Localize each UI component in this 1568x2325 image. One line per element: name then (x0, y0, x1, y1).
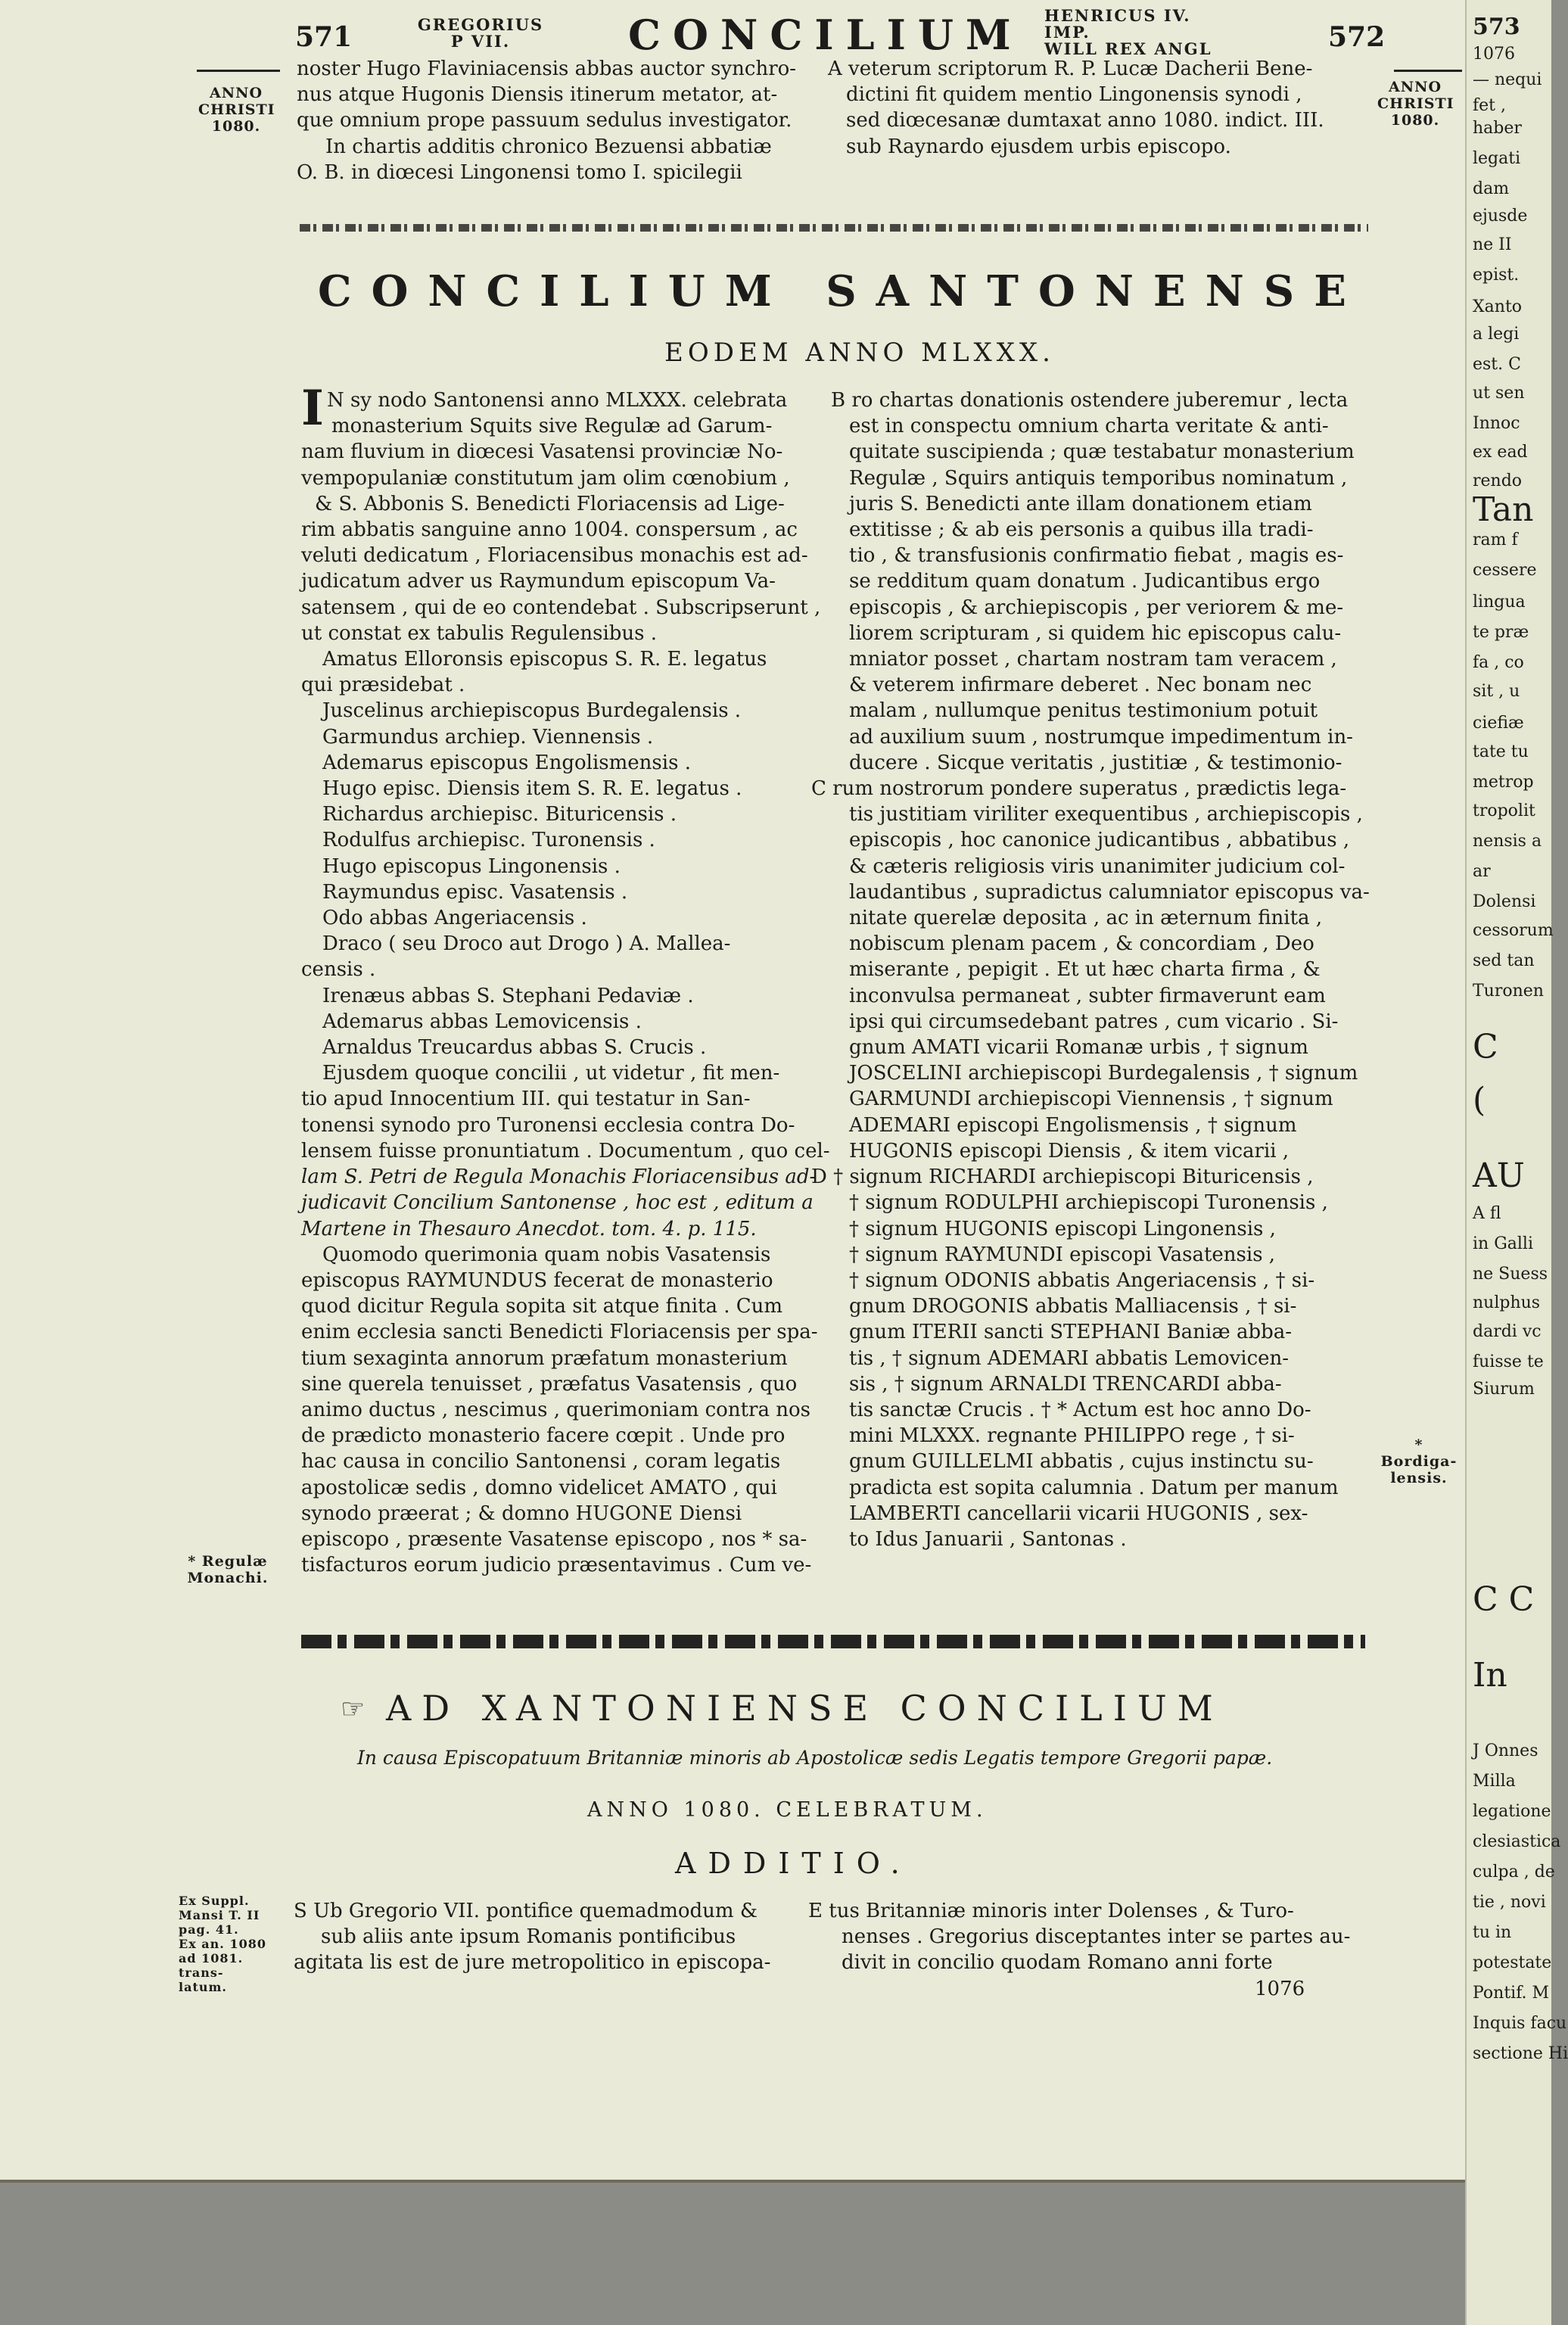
text-line: mini MLXXX. regnante PHILIPPO rege , † si- (849, 1424, 1295, 1448)
adjacent-page-line: fuisse te (1473, 1352, 1544, 1371)
text-line: tio , & transfusionis confirmatio fiebat , magis es- (849, 544, 1344, 568)
adjacent-page-line: A fl (1473, 1204, 1501, 1223)
text-line: ad auxilium suum , nostrumque impedimentum in- (849, 725, 1353, 749)
text-line: Martene in Thesauro Anecdot. tom. 4. p. 115. (301, 1217, 757, 1240)
text-line: tonensi synodo pro Turonensi ecclesia contra Do- (301, 1113, 795, 1137)
text-line: gnum ITERII sancti STEPHANI Baniæ abba- (849, 1321, 1293, 1344)
text-line: Hugo episcopus Lingonensis . (322, 854, 621, 878)
adjacent-page-line: fet , (1473, 96, 1506, 115)
text-line: episcopo , præsente Vasatense episcopo , nos * sa- (301, 1527, 807, 1551)
margin-note-line: ad 1081. trans- (179, 1951, 244, 1980)
text-line: A veterum scriptorum R. P. Lucæ Dacherii Bene- (828, 58, 1313, 80)
margin-anno-left-line: CHRISTI (198, 101, 275, 118)
bottom-right-column (808, 1898, 1350, 2002)
ornamental-rule (300, 224, 1368, 232)
text-line: laudantibus , supradictus calumniator episcopus va- (849, 880, 1370, 904)
adjacent-page-line: lingua (1473, 593, 1526, 612)
adjacent-page-line: C C (1473, 1580, 1535, 1619)
text-line: que omnium prope passuum sedulus investigator. (297, 109, 792, 132)
adjacent-page-line: culpa , de (1473, 1863, 1555, 1881)
header-title: CONCILIUM (628, 11, 1023, 59)
margin-anno-right-line: CHRISTI (1377, 95, 1454, 112)
adjacent-page-line: clesiastica (1473, 1832, 1561, 1851)
text-line: Regulæ , Squirs antiquis temporibus nominatum , (849, 466, 1348, 490)
text-line: synodo præerat ; & domno HUGONE Diensi (301, 1502, 742, 1525)
text-line: D † signum RICHARDI archiepiscopi Bituricensis , (811, 1166, 1314, 1189)
adjacent-page-line: tate tu (1473, 742, 1529, 761)
text-line: animo ductus , nescimus , querimoniam contra nos (301, 1398, 810, 1421)
text-line: JOSCELINI archiepiscopi Burdegalensis , † signum (849, 1062, 1358, 1085)
text-line: lensem fuisse pronuntiatum . Documentum , quo cel- (301, 1139, 830, 1162)
text-line: lam S. Petri de Regula Monachis Floriacensibus ad- (301, 1166, 817, 1189)
adjacent-page-line: fa , co (1473, 653, 1524, 672)
margin-rule-right (1394, 70, 1462, 72)
adjacent-page-line: ex ead (1473, 443, 1528, 462)
ornamental-rule-thick (301, 1635, 1365, 1648)
adjacent-page-line: ram f (1473, 531, 1518, 549)
margin-note-line: Ex Suppl. (179, 1894, 250, 1908)
text-line: judicatum adver us Raymundum episcopum Va- (301, 570, 776, 593)
adjacent-page-line: Innoc (1473, 414, 1520, 433)
adjacent-page-line: Xanto (1473, 297, 1523, 316)
adjacent-page-line: dardi vc (1473, 1322, 1542, 1341)
section-title: CONCILIUM SANTONENSE (318, 266, 1366, 316)
text-line: Odo abbas Angeriacensis . (322, 907, 587, 930)
text-line: sed diœcesanæ dumtaxat anno 1080. indict. III. (846, 109, 1324, 132)
text-line: sub Raynardo ejusdem urbis episcopo. (846, 135, 1231, 158)
adjacent-page-line: cessorum (1473, 921, 1554, 940)
text-line: pradicta est sopita calumnia . Datum per manum (849, 1476, 1339, 1499)
adjacent-page-line: 1076 (1473, 45, 1515, 64)
text-line: Garmundus archiep. Viennensis . (322, 725, 654, 749)
text-line: 1076 (1255, 1977, 1305, 2000)
adjacent-page-line: Dolensi (1473, 892, 1536, 911)
text-line: to Idus Januarii , Santonas . (849, 1527, 1127, 1551)
text-line: B ro chartas donationis ostendere juberemur , lecta (831, 389, 1349, 412)
text-line: ducere . Sicque veritatis , justitiæ , & testimonio- (849, 751, 1342, 774)
text-line: tis , † signum ADEMARI abbatis Lemovicen- (849, 1346, 1290, 1370)
adjacent-page-line: ejusde (1473, 207, 1528, 226)
adjacent-page-line: metrop (1473, 773, 1534, 792)
text-line: est in conspectu omnium charta veritate & anti- (849, 415, 1329, 438)
header-emperor: HENRICUS IV. IMP. (1044, 6, 1191, 42)
text-line: Juscelinus archiepiscopus Burdegalensis . (322, 699, 742, 723)
header-pope-number: P VII. (450, 32, 511, 51)
text-line: judicavit Concilium Santonense , hoc est , editum a (301, 1191, 814, 1215)
adjacent-page-line: dam (1473, 179, 1510, 198)
margin-note-line: * Regulæ (188, 1553, 268, 1570)
adjacent-page-line: sed tan (1473, 951, 1535, 970)
adjacent-page-line: tropolit (1473, 801, 1535, 820)
text-line: tio apud Innocentium III. qui testatur in San- (301, 1088, 751, 1111)
section2-subtitle: In causa Episcopatuum Britanniæ minoris ab Apostolicæ sedis Legatis tempore Gregorii papæ. (357, 1747, 1273, 1769)
adjacent-page-line: ut sen (1473, 384, 1525, 403)
text-line: In chartis additis chronico Bezuensi abbatiæ (325, 135, 772, 158)
text-line: juris S. Benedicti ante illam donationem etiam (849, 492, 1312, 515)
text-line: episcopus RAYMUNDUS fecerat de monasterio (301, 1268, 773, 1292)
adjacent-page-line: Tan (1473, 490, 1534, 529)
text-line: inconvulsa permaneat , subter firmaverunt eam (849, 984, 1326, 1007)
text-line: † signum ODONIS abbatis Angeriacensis , † si- (849, 1268, 1315, 1292)
text-line: † signum RODULPHI archiepiscopi Turonensis , (849, 1191, 1328, 1215)
text-line: ut constat ex tabulis Regulensibus . (301, 621, 658, 645)
text-line: C rum nostrorum pondere superatus , prædictis lega- (811, 777, 1347, 801)
text-line: nam fluvium in diœcesi Vasatensi provinciæ No- (301, 440, 783, 464)
margin-note-line: latum. (179, 1980, 227, 1994)
text-line: Draco ( seu Droco aut Drogo ) A. Mallea- (322, 932, 731, 956)
text-line: mniator posset , chartam nostram tam veracem , (849, 648, 1337, 671)
margin-anno-right-line: ANNO (1388, 79, 1442, 95)
text-line: qui præsidebat . (301, 674, 465, 697)
margin-note-bordiga (1377, 1436, 1461, 1486)
text-line: GARMUNDI archiepiscopi Viennensis , † signum (849, 1088, 1333, 1111)
text-line: ADEMARI episcopi Engolismensis , † signum (849, 1113, 1297, 1137)
text-line: Amatus Elloronsis episcopus S. R. E. legatus (322, 648, 767, 671)
text-line: extitisse ; & ab eis personis a quibus illa tradi- (849, 518, 1314, 542)
adjacent-page-line: ciefiæ (1473, 714, 1524, 733)
adjacent-page-strip (1465, 0, 1568, 2325)
adjacent-page-line: te præ (1473, 623, 1529, 642)
text-line: dictini fit quidem mentio Lingonensis synodi , (846, 83, 1302, 107)
section2-additio: ADDITIO. (675, 1847, 912, 1880)
text-line: miserante , pepigit . Et ut hæc charta firma , & (849, 958, 1321, 982)
text-line: HUGONIS episcopi Diensis , & item vicarii , (849, 1139, 1290, 1162)
text-line: episcopis , & archiepiscopis , per veriorem & me- (849, 596, 1344, 619)
text-line: & cæteris religiosis viris unanimiter judicium col- (849, 854, 1346, 878)
header-pope-name: GREGORIUS (417, 15, 544, 34)
header-king: WILL REX ANGL (1044, 39, 1212, 58)
text-line: E tus Britanniæ minoris inter Dolenses , & Turo- (808, 1900, 1294, 1922)
main-right-column (811, 388, 1370, 1552)
text-line: quod dicitur Regula sopita sit atque finita . Cum (301, 1295, 783, 1318)
text-line: Arnaldus Treucardus abbas S. Crucis . (322, 1036, 707, 1060)
adjacent-page-line: rendo (1473, 472, 1523, 490)
text-line: S Ub Gregorio VII. pontifice quemadmodum & (294, 1900, 758, 1922)
adjacent-page-line: potestate (1473, 1953, 1552, 1972)
page-number-right: 572 (1328, 21, 1386, 53)
margin-note-regulae (179, 1553, 277, 1586)
section2-title: AD XANTONIENSE CONCILIUM (386, 1688, 1224, 1729)
text-line: Ejusdem quoque concilii , ut videtur , fit men- (322, 1062, 780, 1085)
text-line: vempopulaniæ constitutum jam olim cœnobium , (301, 466, 790, 490)
adjacent-page-line: legatione (1473, 1802, 1551, 1821)
margin-note-line: * Bordiga- (1380, 1436, 1458, 1470)
text-line: tis justitiam viriliter exequentibus , archiepiscopis , (849, 803, 1363, 826)
text-line: Irenæus abbas S. Stephani Pedaviæ . (322, 984, 694, 1007)
text-line: noster Hugo Flaviniacensis abbas auctor synchro- (297, 58, 797, 80)
margin-note-suppl (179, 1894, 285, 1994)
text-line: gnum GUILLELMI abbatis , cujus instinctu su- (849, 1450, 1314, 1474)
text-line-body: N sy nodo Santonensi anno MLXXX. celebrata (326, 389, 788, 412)
adjacent-page-line: AU (1473, 1156, 1525, 1195)
text-line: sine querela tenuisset , præfatus Vasatensis , quo (301, 1372, 798, 1396)
margin-note-line: Monachi. (187, 1570, 269, 1586)
text-line: gnum AMATI vicarii Romanæ urbis , † signum (849, 1036, 1308, 1060)
adjacent-page-line: Inquis facu (1473, 2014, 1567, 2033)
adjacent-page-line: Siurum (1473, 1380, 1535, 1399)
text-line: † signum HUGONIS episcopi Lingonensis , (849, 1217, 1276, 1240)
margin-note-line: lensis. (1390, 1470, 1448, 1486)
adjacent-page-line: legati (1473, 149, 1521, 168)
text-line: sub aliis ante ipsum Romanis pontificibus (321, 1925, 736, 1949)
text-line: divit in concilio quodam Romano anni forte (842, 1951, 1273, 1975)
top-right-column (828, 56, 1324, 160)
text-line: nobiscum plenam pacem , & concordiam , Deo (849, 932, 1314, 956)
adjacent-page-line: nulphus (1473, 1293, 1541, 1312)
text-line: liorem scripturam , si quidem hic episcopus calu- (849, 621, 1342, 645)
text-line: de prædicto monasterio facere cœpit . Unde pro (301, 1424, 786, 1448)
adjacent-page-line: ne Suess (1473, 1265, 1548, 1284)
text-line: Hugo episc. Diensis item S. R. E. legatus . (322, 777, 742, 801)
adjacent-page-line: — nequi (1473, 70, 1542, 89)
text-line: monasterium Squits sive Regulæ ad Garum- (331, 415, 773, 438)
adjacent-page-line: In (1473, 1656, 1507, 1695)
adjacent-page-line: Pontif. M (1473, 1984, 1550, 2003)
text-line: tisfacturos eorum judicio præsentavimus . Cum ve- (301, 1554, 812, 1577)
adjacent-page-number: 573 (1473, 14, 1520, 40)
text-line: nus atque Hugonis Diensis itinerum metator, at- (297, 83, 778, 107)
adjacent-page-line: sit , u (1473, 682, 1520, 701)
text-line: LAMBERTI cancellarii vicarii HUGONIS , sex- (849, 1502, 1308, 1525)
text-line: se redditum quam donatum . Judicantibus ergo (849, 570, 1321, 593)
text-line: hac causa in concilio Santonensi , coram legatis (301, 1450, 781, 1474)
margin-anno-right (1377, 79, 1453, 129)
text-line: Quomodo querimonia quam nobis Vasatensis (322, 1243, 771, 1266)
adjacent-page-line: a legi (1473, 325, 1520, 344)
adjacent-page-line: ne II (1473, 235, 1512, 254)
text-line: O. B. in diœcesi Lingonensi tomo I. spicilegii (297, 160, 742, 184)
bottom-left-column (294, 1898, 770, 1976)
text-line: nenses . Gregorius disceptantes inter se partes au- (842, 1925, 1351, 1949)
text-line: agitata lis est de jure metropolitico in episcopa- (294, 1951, 771, 1975)
section2-anno: ANNO 1080. CELEBRATUM. (587, 1798, 988, 1822)
text-line: enim ecclesia sancti Benedicti Floriacensis per spa- (301, 1321, 818, 1344)
text-line: † signum RAYMUNDI episcopi Vasatensis , (849, 1243, 1276, 1266)
text-line: Rodulfus archiepisc. Turonensis . (322, 829, 655, 852)
text-line: tis sanctæ Crucis . † * Actum est hoc anno Do- (849, 1398, 1311, 1421)
text-line: quitate suscipienda ; quæ testabatur monasterium (849, 440, 1355, 464)
adjacent-page-line: ( (1473, 1081, 1486, 1119)
text-line: apostolicæ sedis , domno videlicet AMATO , qui (301, 1476, 777, 1499)
adjacent-page-line: tu in (1473, 1923, 1512, 1942)
margin-anno-left-line: 1080. (211, 118, 261, 135)
drop-cap-i: I (301, 380, 324, 437)
adjacent-page-line: in Galli (1473, 1234, 1533, 1253)
text-line: censis . (301, 958, 376, 982)
adjacent-page-line: J Onnes (1473, 1741, 1538, 1760)
text-line: ipsi qui circumsedebant patres , cum vicario . Si- (849, 1010, 1339, 1033)
text-line: & S. Abbonis S. Benedicti Floriacensis ad Lige- (315, 492, 785, 515)
text-line: veluti dedicatum , Floriacensibus monachis est ad- (301, 544, 808, 568)
margin-rule-left (197, 70, 280, 72)
text-line: malam , nullumque penitus testimonium potuit (849, 699, 1318, 723)
text-line: satensem , qui de eo contendebat . Subscripserunt , (301, 596, 821, 619)
text-line: Ademarus abbas Lemovicensis . (322, 1010, 642, 1033)
text-line: tium sexaginta annorum præfatum monasterium (301, 1346, 788, 1370)
text-line: sis , † signum ARNALDI TRENCARDI abba- (849, 1372, 1282, 1396)
margin-anno-right-line: 1080. (1390, 112, 1440, 129)
margin-note-line: pag. 41. (179, 1922, 239, 1937)
text-line: Richardus archiepisc. Bituricensis . (322, 803, 677, 826)
adjacent-page-line: C (1473, 1028, 1498, 1066)
header-pope (416, 17, 545, 50)
margin-anno-left-line: ANNO (209, 85, 263, 101)
main-left-column (301, 380, 830, 1578)
text-line: episcopis , hoc canonice judicantibus , abbatibus , (849, 829, 1350, 852)
margin-anno-left (198, 85, 274, 135)
section-subtitle: EODEM ANNO MLXXX. (664, 338, 1055, 368)
text-line: Ademarus episcopus Engolismensis . (322, 751, 691, 774)
adjacent-page-line: epist. (1473, 266, 1520, 285)
adjacent-page-line: ar (1473, 862, 1491, 881)
text-line: rim abbatis sanguine anno 1004. conspersum , ac (301, 518, 798, 542)
margin-note-line: Ex an. 1080 (179, 1937, 266, 1951)
header-ruler (1044, 8, 1241, 58)
adjacent-page-line: est. C (1473, 355, 1521, 374)
adjacent-page-line: nensis a (1473, 832, 1542, 851)
text-line: gnum DROGONIS abbatis Malliacensis , † si- (849, 1295, 1297, 1318)
adjacent-page-line: tie , novi (1473, 1893, 1546, 1912)
text-line: nitate querelæ deposita , ac in æternum finita , (849, 907, 1323, 930)
margin-note-line: Mansi T. II (179, 1908, 260, 1922)
page-number-left: 571 (295, 21, 353, 53)
adjacent-page-line: haber (1473, 119, 1522, 138)
text-line: Raymundus episc. Vasatensis . (322, 880, 628, 904)
text-line: & veterem infirmare deberet . Nec bonam nec (849, 674, 1312, 697)
adjacent-page-line: Turonen (1473, 982, 1544, 1001)
adjacent-page-line: sectione Hi (1473, 2044, 1568, 2063)
top-left-column (297, 56, 796, 185)
adjacent-page-line: Milla (1473, 1772, 1516, 1791)
pointing-hand-icon: ☞ (341, 1694, 366, 1725)
adjacent-page-line: cessere (1473, 561, 1537, 580)
